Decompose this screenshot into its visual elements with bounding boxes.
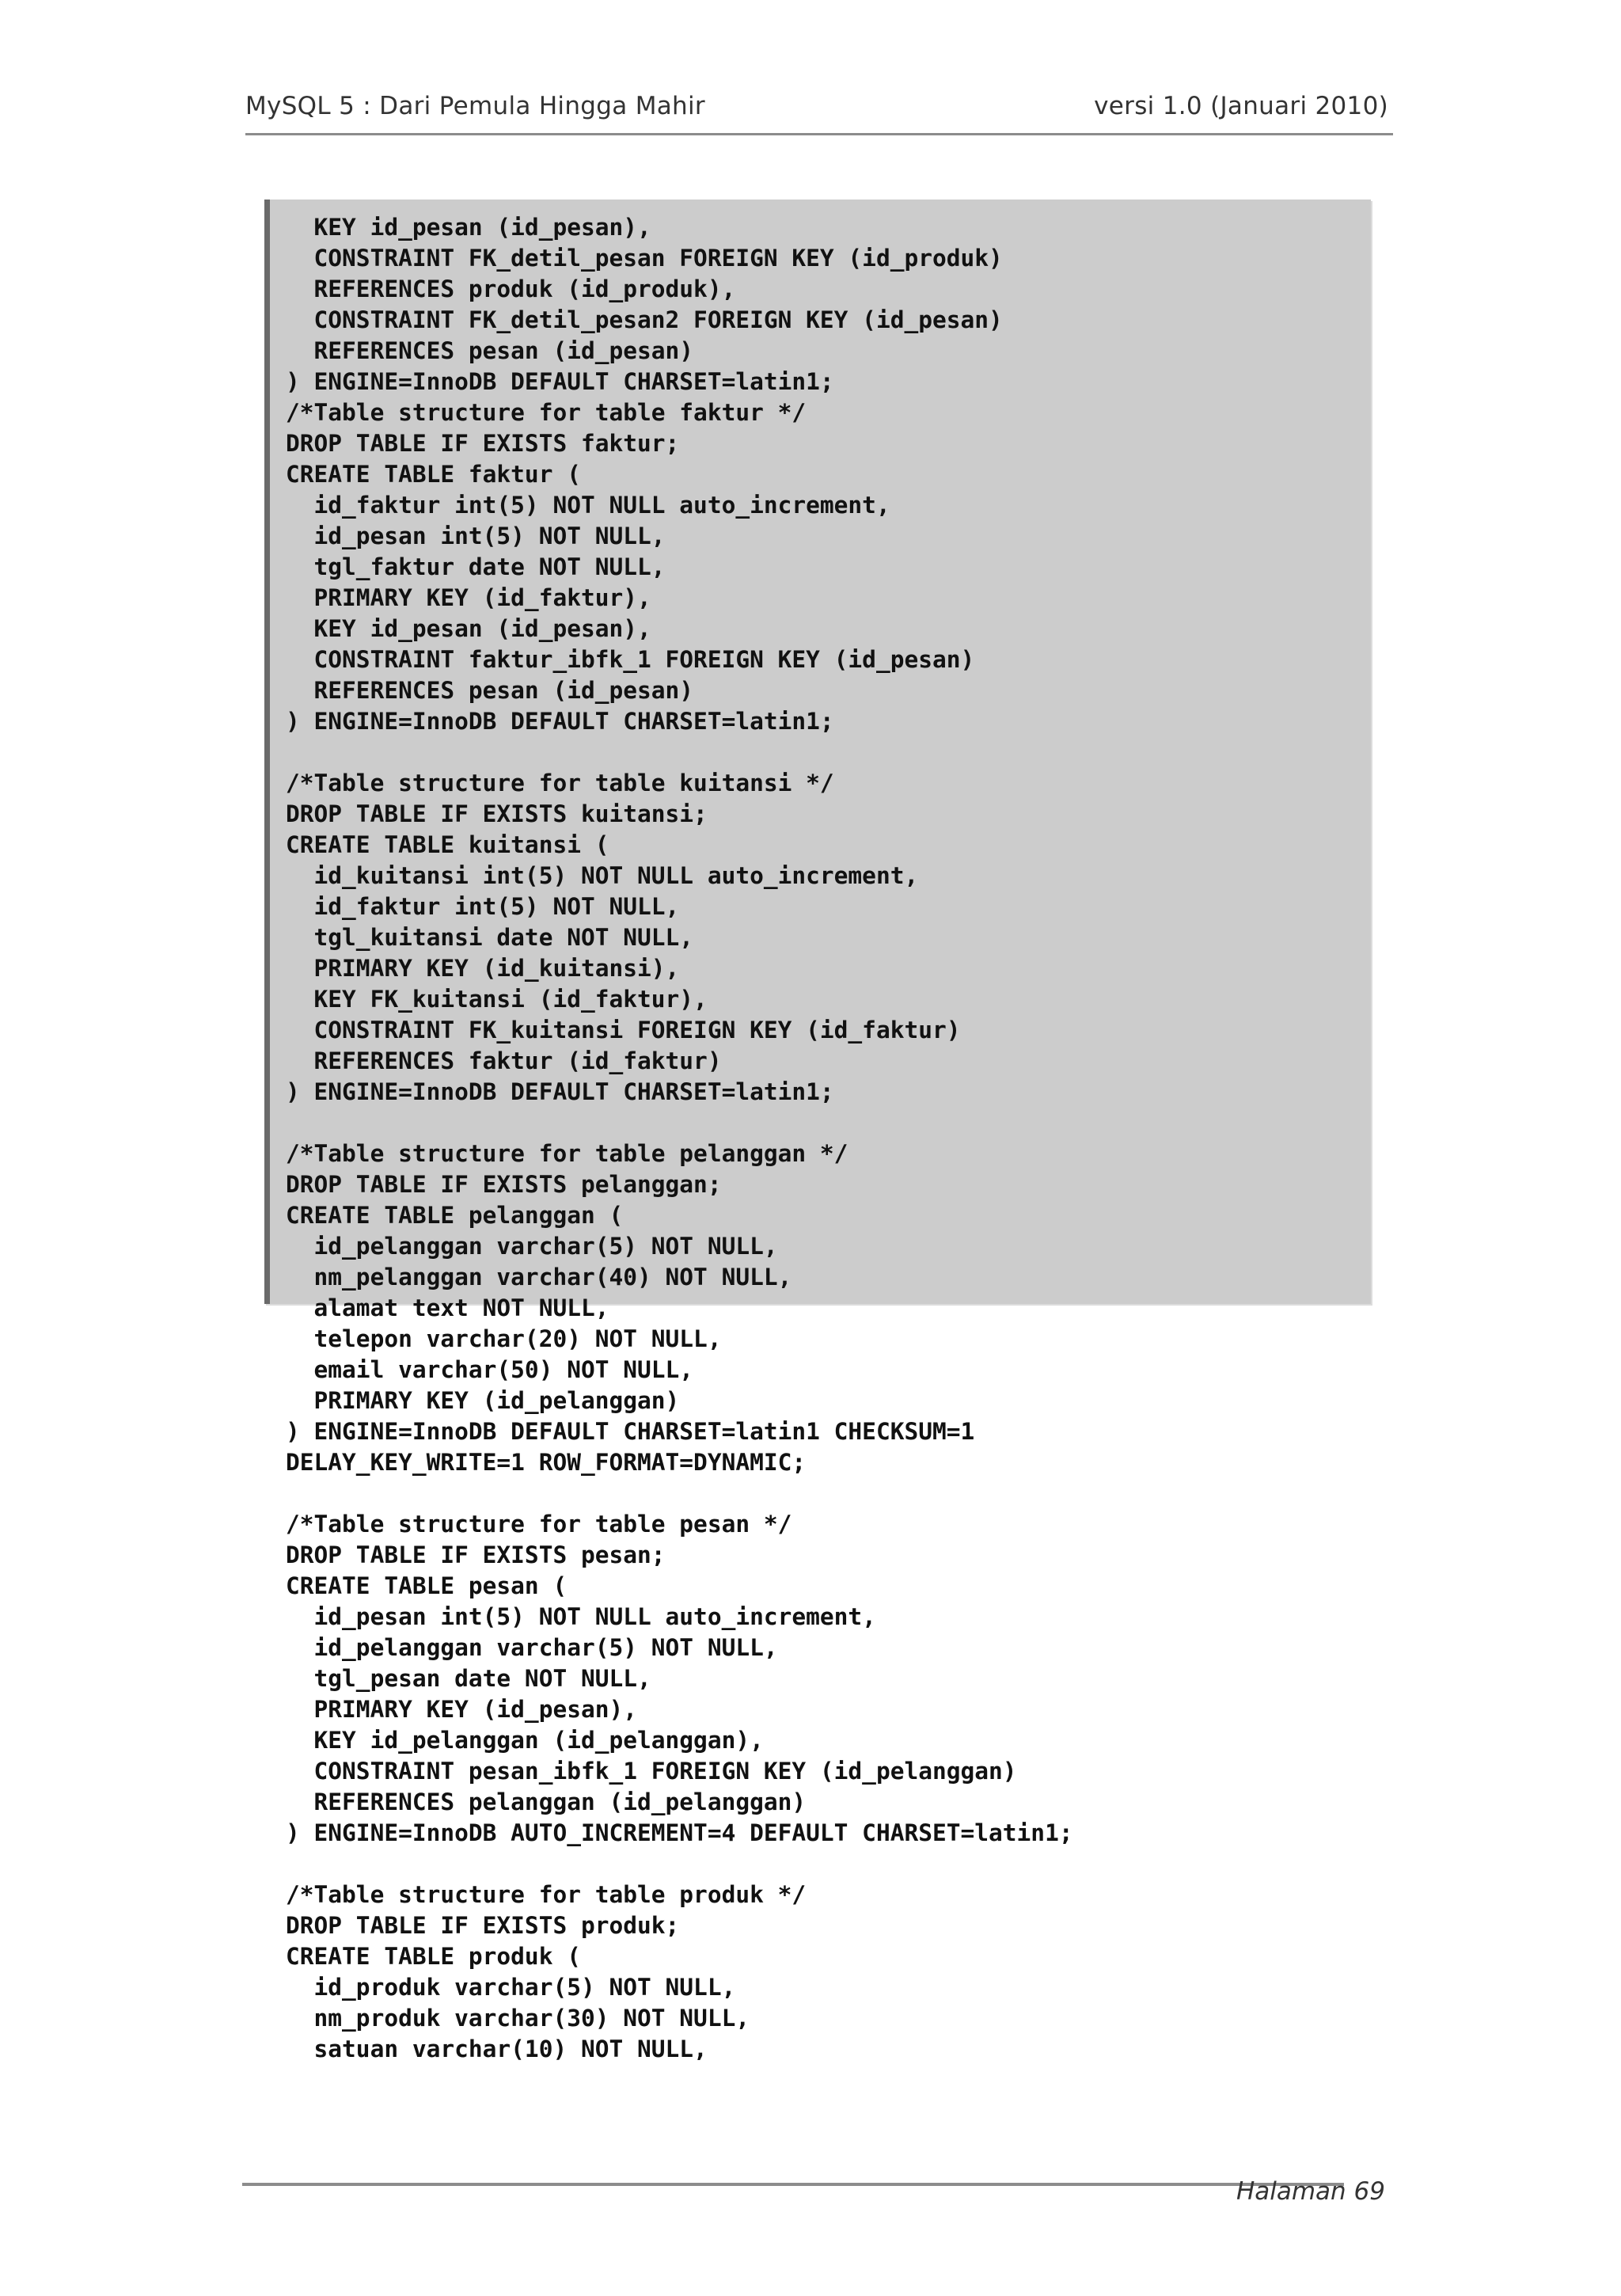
code-line: telepon varchar(20) NOT NULL, [286,1325,722,1352]
code-line: PRIMARY KEY (id_pesan), [286,1696,638,1723]
code-line: CREATE TABLE produk ( [286,1943,581,1970]
code-lines [286,212,1073,2065]
code-line: CONSTRAINT FK_kuitansi FOREIGN KEY (id_faktur) [286,1017,961,1043]
code-line: DROP TABLE IF EXISTS kuitansi; [286,800,708,827]
footer-divider [242,2183,1344,2186]
code-line: REFERENCES pesan (id_pesan) [286,337,694,364]
code-line: CREATE TABLE pelanggan ( [286,1202,624,1229]
code-line: DROP TABLE IF EXISTS produk; [286,1912,680,1939]
code-line: CONSTRAINT FK_detil_pesan2 FOREIGN KEY (id_pesan) [286,306,1003,333]
code-line [286,1478,1073,1509]
code-line: id_pesan int(5) NOT NULL, [286,523,666,549]
code-line: ) ENGINE=InnoDB DEFAULT CHARSET=latin1 CHECKSUM=1 [286,1418,975,1445]
code-line: id_pelanggan varchar(5) NOT NULL, [286,1634,778,1661]
code-line: KEY FK_kuitansi (id_faktur), [286,986,708,1013]
code-line: id_faktur int(5) NOT NULL auto_increment, [286,492,890,519]
code-line: REFERENCES pesan (id_pesan) [286,677,694,704]
code-line: /*Table structure for table produk */ [286,1881,807,1908]
code-line: CONSTRAINT FK_detil_pesan FOREIGN KEY (id_produk) [286,245,1003,272]
code-line: /*Table structure for table pesan */ [286,1511,792,1538]
code-line: PRIMARY KEY (id_pelanggan) [286,1387,680,1414]
code-line [286,1108,1073,1138]
code-line: ) ENGINE=InnoDB DEFAULT CHARSET=latin1; [286,368,834,395]
code-line: CONSTRAINT pesan_ibfk_1 FOREIGN KEY (id_pelanggan) [286,1758,1017,1785]
code-line: ) ENGINE=InnoDB DEFAULT CHARSET=latin1; [286,1078,834,1105]
code-line: /*Table structure for table pelanggan */ [286,1140,848,1167]
code-line: ) ENGINE=InnoDB DEFAULT CHARSET=latin1; [286,708,834,735]
page-number: Halaman 69 [1236,2177,1385,2206]
code-line: CONSTRAINT faktur_ibfk_1 FOREIGN KEY (id_pesan) [286,646,975,673]
code-line: CREATE TABLE kuitansi ( [286,831,609,858]
code-line: KEY id_pesan (id_pesan), [286,615,651,642]
code-line: PRIMARY KEY (id_faktur), [286,584,651,611]
code-line: REFERENCES faktur (id_faktur) [286,1047,722,1074]
code-line: id_produk varchar(5) NOT NULL, [286,1974,736,2001]
code-line [286,1849,1073,1880]
code-line: DROP TABLE IF EXISTS faktur; [286,430,680,457]
code-line: tgl_faktur date NOT NULL, [286,553,666,580]
code-line: tgl_pesan date NOT NULL, [286,1665,651,1692]
code-line: nm_pelanggan varchar(40) NOT NULL, [286,1264,792,1291]
code-line: id_pesan int(5) NOT NULL auto_increment, [286,1603,876,1630]
code-line: id_kuitansi int(5) NOT NULL auto_increment, [286,862,919,889]
code-line: KEY id_pesan (id_pesan), [286,214,651,241]
code-line: id_pelanggan varchar(5) NOT NULL, [286,1233,778,1260]
code-line: KEY id_pelanggan (id_pelanggan), [286,1727,764,1754]
code-line: /*Table structure for table faktur */ [286,399,807,426]
code-line: nm_produk varchar(30) NOT NULL, [286,2005,750,2032]
code-block [264,200,1371,2062]
code-line: PRIMARY KEY (id_kuitansi), [286,955,680,982]
code-line: tgl_kuitansi date NOT NULL, [286,924,694,951]
version-label: versi 1.0 (Januari 2010) [1094,92,1388,120]
code-line: alamat text NOT NULL, [286,1294,609,1321]
code-line: email varchar(50) NOT NULL, [286,1356,694,1383]
code-line: /*Table structure for table kuitansi */ [286,770,834,796]
code-line: DROP TABLE IF EXISTS pelanggan; [286,1171,722,1198]
code-line: CREATE TABLE faktur ( [286,461,581,488]
code-line: REFERENCES pelanggan (id_pelanggan) [286,1789,807,1815]
code-line: DELAY_KEY_WRITE=1 ROW_FORMAT=DYNAMIC; [286,1449,807,1476]
code-line: ) ENGINE=InnoDB AUTO_INCREMENT=4 DEFAULT CHARSET=latin1; [286,1819,1073,1846]
code-line: satuan varchar(10) NOT NULL, [286,2036,708,2062]
code-line: id_faktur int(5) NOT NULL, [286,893,680,920]
code-line: REFERENCES produk (id_produk), [286,276,736,302]
page-header [245,86,1393,135]
code-line: CREATE TABLE pesan ( [286,1572,568,1599]
book-title: MySQL 5 : Dari Pemula Hingga Mahir [245,92,705,120]
code-line [286,737,1073,768]
code-line: DROP TABLE IF EXISTS pesan; [286,1541,666,1568]
